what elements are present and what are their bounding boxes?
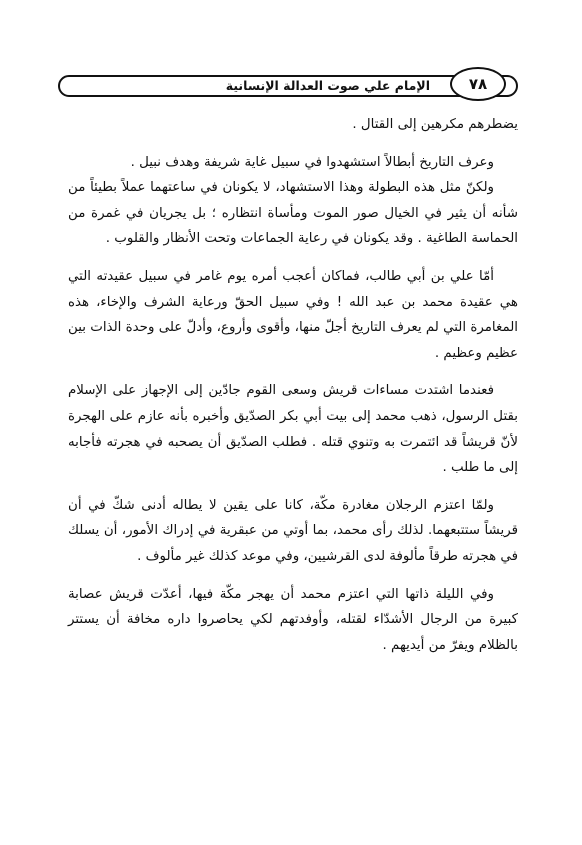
- body-text: [68, 112, 518, 658]
- page-number: ٧٨: [450, 67, 506, 101]
- paragraph: وعرف التاريخ أبطالاً استشهدوا في سبيل غاية شريفة وهدف نبيل .: [130, 154, 494, 170]
- paragraph: فعندما اشتدت مساءات قريش وسعى القوم جادّين إلى الإجهاز على الإسلام بقتل الرسول، ذهب محمد إلى بيت أبي بكر الصدّيق وأخبره بأنه عازم على الهجرة لأنّ قريشاً قد ائتمرت به وتنوي قتله . فطلب الصدّيق أن يصحبه في هجرته فأجابه إلى ما طلب .: [68, 383, 518, 476]
- paragraph: وفي الليلة ذاتها التي اعتزم محمد أن يهجر مكّة فيها، أعدّت قريش عصابة كبيرة من الرجال الأشدّاء لقتله، وأوفدتهم لكي يحاصروا داره مخافة أن يستتر بالظلام ويفرّ من أيديهم .: [68, 586, 518, 653]
- paragraph: يضطرهم مكرهين إلى القتال .: [352, 117, 518, 132]
- paragraph: ولكنّ مثل هذه البطولة وهذا الاستشهاد، لا يكونان في ساعتهما عملاً بطيئاً من شأنه أن يثير في الخيال صور الموت ومأساة انتظاره ؛ بل يجريان في غمرة من الحماسة الطاغية . وقد يكونان في رعاية الجماعات وتحت الأنظار والقلوب .: [68, 180, 518, 247]
- header-title: الإمام علي صوت العدالة الإنسانية: [225, 78, 430, 93]
- paragraph: أمّا علي بن أبي طالب، فماكان أعجب أمره يوم غامر في سبيل عقيدته التي هي عقيدة محمد بن عبد الله ! وفي سبيل الحقّ ورعاية الشرف والإخاء، هذه المغامرة التي لم يعرف التاريخ أجلّ منها، وأقوى وأروع، وأدلّ على وحدة الذات بين عظيم وعظيم .: [68, 268, 518, 361]
- running-header: [58, 66, 518, 102]
- paragraph: ولمّا اعتزم الرجلان مغادرة مكّة، كانا على يقين لا يطاله أدنى شكّ في أن قريشاً ستتبعهما. لذلك رأى محمد، بما أوتي من عبقرية في إدراك الأمور، أن يسلك في هجرته طرقاً مألوفة لدى القرشيين، وفي موعد كذلك غير مألوف .: [68, 497, 518, 564]
